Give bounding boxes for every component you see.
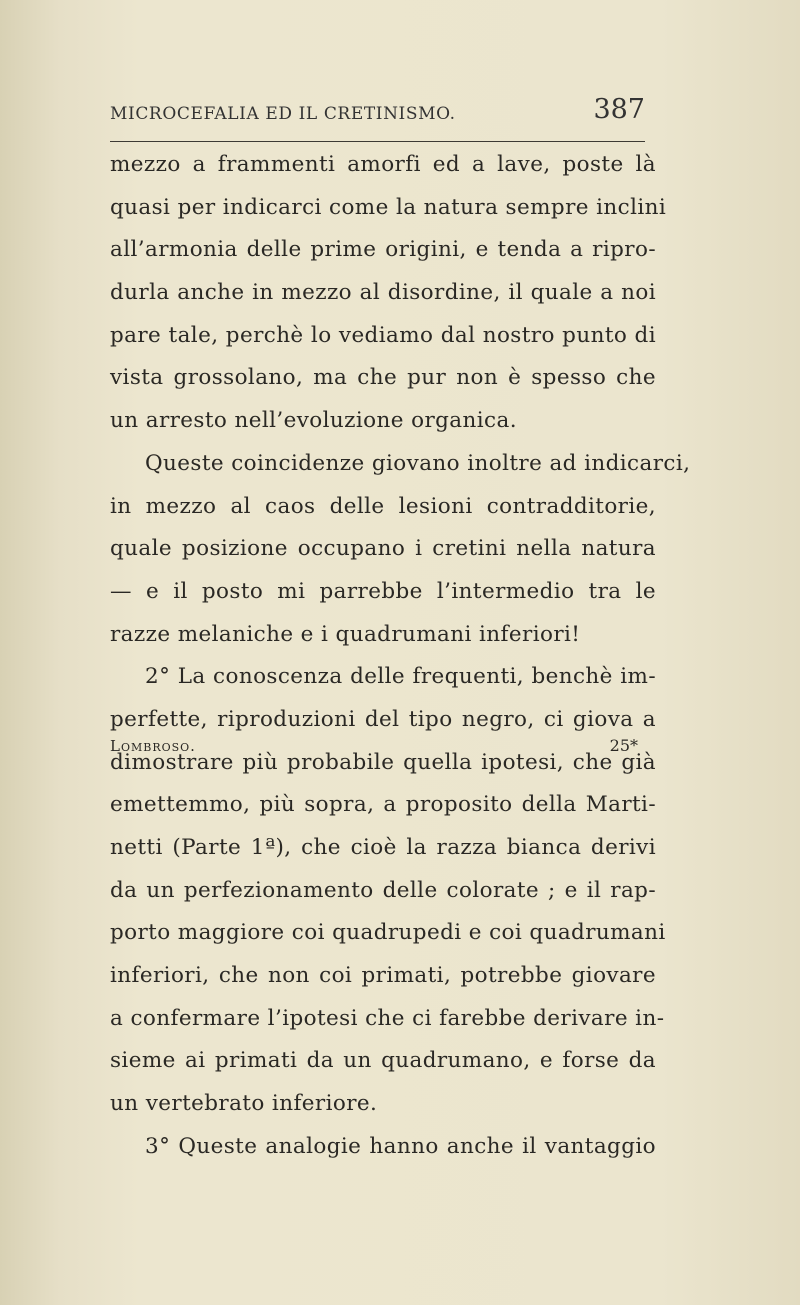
text-line: vista grossolano, ma che pur non è spesso che bbox=[110, 365, 656, 391]
text-line: a confermare l’ipotesi che ci farebbe derivare in- bbox=[110, 1005, 665, 1031]
text-line: Queste coincidenze giovano inoltre ad indicarci, bbox=[145, 450, 691, 476]
text-line: quale posizione occupano i cretini nella natura bbox=[110, 536, 656, 562]
text-line: porto maggiore coi quadrupedi e coi quadrumani bbox=[110, 920, 666, 946]
text-line: quasi per indicarci come la natura sempre inclini bbox=[110, 194, 667, 220]
text-line: — e il posto mi parrebbe l’intermedio tra le bbox=[110, 578, 656, 604]
text-line: inferiori, che non coi primati, potrebbe giovare bbox=[110, 963, 656, 989]
running-header bbox=[110, 96, 645, 136]
text-line: 3° Queste analogie hanno anche il vantaggio bbox=[145, 1133, 656, 1159]
text-line: emettemmo, più sopra, a proposito della Marti- bbox=[110, 792, 656, 818]
running-title: MICROCEFALIA ED IL CRETINISMO. bbox=[110, 104, 456, 124]
gathering-signature: 25* bbox=[609, 736, 638, 755]
text-line: 2° La conoscenza delle frequenti, benchè im- bbox=[145, 664, 656, 690]
text-line: pare tale, perchè lo vediamo dal nostro punto di bbox=[110, 322, 656, 348]
page-number: 387 bbox=[593, 94, 645, 125]
text-line: sieme ai primati da un quadrumano, e forse da bbox=[110, 1048, 656, 1074]
text-line: razze melaniche e i quadrumani inferiori! bbox=[110, 621, 581, 647]
text-line: dimostrare più probabile quella ipotesi, che già bbox=[110, 749, 656, 775]
text-line: un arresto nell’evoluzione organica. bbox=[110, 408, 517, 434]
text-line: mezzo a frammenti amorfi ed a lave, poste là bbox=[110, 152, 656, 177]
author-signature: Lombroso. bbox=[110, 737, 196, 755]
text-line: durla anche in mezzo al disordine, il quale a noi bbox=[110, 280, 656, 306]
text-line: in mezzo al caos delle lesioni contradditorie, bbox=[110, 493, 656, 519]
page-footer bbox=[110, 737, 645, 767]
text-line: un vertebrato inferiore. bbox=[110, 1091, 378, 1117]
body-text bbox=[110, 144, 691, 1169]
header-rule bbox=[110, 141, 645, 142]
text-line: perfette, riproduzioni del tipo negro, ci giova a bbox=[110, 706, 656, 732]
text-line: all’armonia delle prime origini, e tenda a ripro- bbox=[110, 237, 656, 263]
text-line: netti (Parte 1ª), che cioè la razza bianca derivi bbox=[110, 835, 656, 860]
text-line: da un perfezionamento delle colorate ; e il rap- bbox=[110, 877, 656, 903]
